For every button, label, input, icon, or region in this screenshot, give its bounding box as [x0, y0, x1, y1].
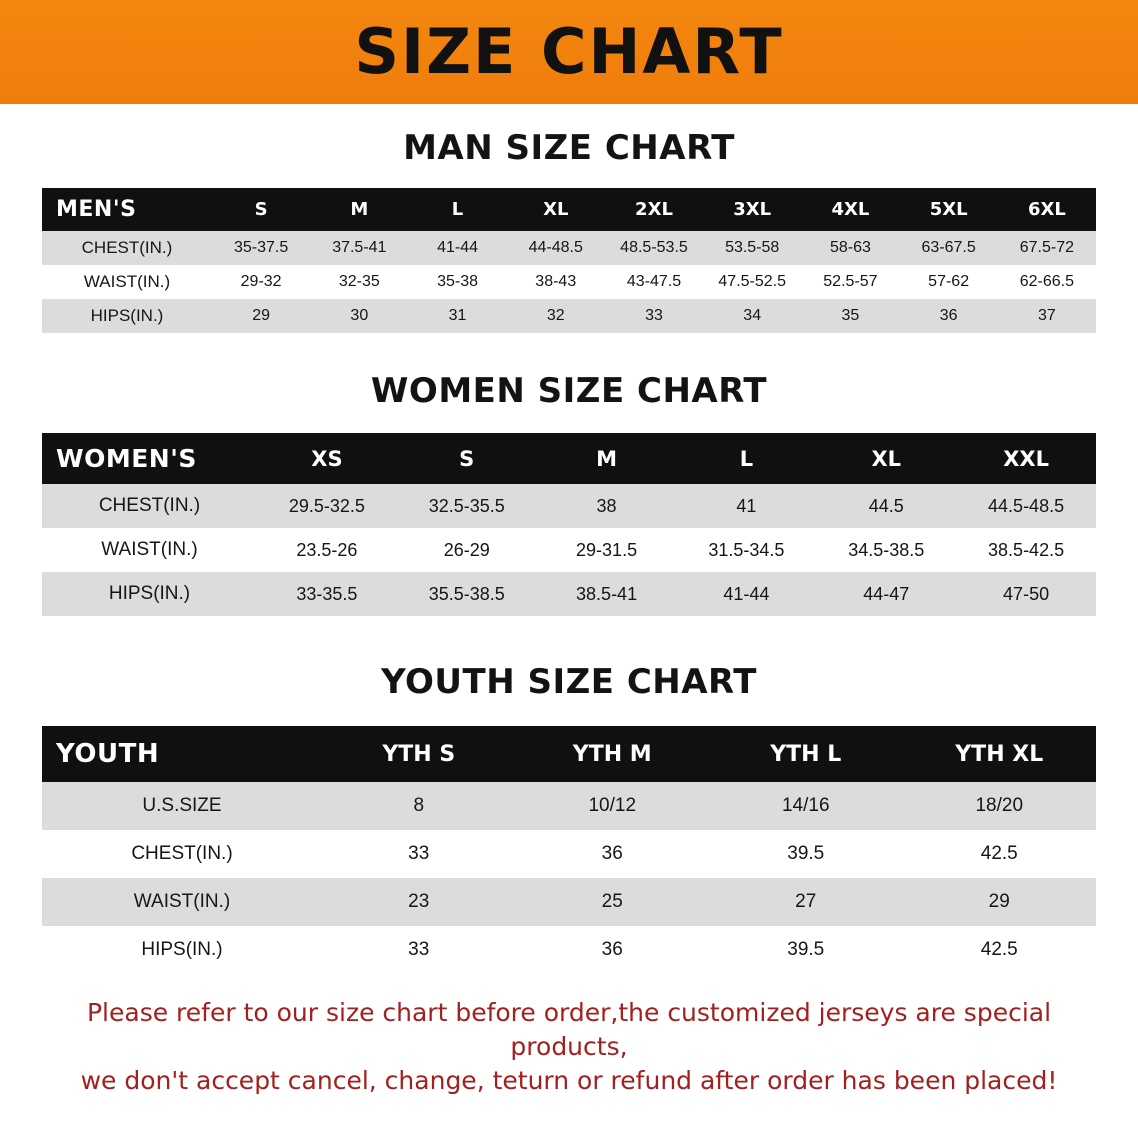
table-cell: 53.5-58	[703, 231, 801, 265]
table-cell: 32	[507, 299, 605, 333]
column-header: S	[397, 433, 537, 484]
table-cell: 32.5-35.5	[397, 484, 537, 528]
table-cell: 8	[322, 782, 516, 830]
table-cell: 37	[998, 299, 1096, 333]
table-cell: 47-50	[956, 572, 1096, 616]
table-header-row	[42, 433, 1096, 484]
column-header: 4XL	[801, 188, 899, 231]
table-cell: 29	[903, 878, 1097, 926]
table-cell: 33	[322, 830, 516, 878]
row-header: U.S.SIZE	[42, 782, 322, 830]
table-cell: 23.5-26	[257, 528, 397, 572]
table-cell: 63-67.5	[900, 231, 998, 265]
table-cell: 36	[516, 830, 710, 878]
table-cell: 47.5-52.5	[703, 265, 801, 299]
youth-size-table	[42, 726, 1096, 974]
table-cell: 34.5-38.5	[816, 528, 956, 572]
table-cell: 62-66.5	[998, 265, 1096, 299]
table-cell: 44-48.5	[507, 231, 605, 265]
table-cell: 44.5-48.5	[956, 484, 1096, 528]
table-row	[42, 878, 1096, 926]
table-cell: 39.5	[709, 926, 903, 974]
table-cell: 34	[703, 299, 801, 333]
disclaimer-line-2: we don't accept cancel, change, teturn or refund after order has been placed!	[80, 1065, 1058, 1095]
table-cell: 31	[408, 299, 506, 333]
table-cell: 37.5-41	[310, 231, 408, 265]
column-header: S	[212, 188, 310, 231]
column-header: WOMEN'S	[42, 433, 257, 484]
table-cell: 67.5-72	[998, 231, 1096, 265]
table-cell: 57-62	[900, 265, 998, 299]
table-row	[42, 572, 1096, 616]
table-cell: 29	[212, 299, 310, 333]
table-cell: 29-31.5	[537, 528, 677, 572]
table-cell: 35	[801, 299, 899, 333]
table-cell: 35-38	[408, 265, 506, 299]
table-cell: 36	[900, 299, 998, 333]
table-row	[42, 528, 1096, 572]
column-header: XL	[507, 188, 605, 231]
column-header: 2XL	[605, 188, 703, 231]
table-cell: 41-44	[408, 231, 506, 265]
table-row	[42, 926, 1096, 974]
column-header: 5XL	[900, 188, 998, 231]
table-cell: 33	[605, 299, 703, 333]
table-cell: 31.5-34.5	[676, 528, 816, 572]
table-cell: 29-32	[212, 265, 310, 299]
row-header: WAIST(IN.)	[42, 878, 322, 926]
table-cell: 44.5	[816, 484, 956, 528]
women-size-table-wrapper	[42, 433, 1096, 616]
column-header: M	[537, 433, 677, 484]
table-cell: 38.5-41	[537, 572, 677, 616]
table-cell: 23	[322, 878, 516, 926]
youth-size-table-wrapper	[42, 726, 1096, 974]
table-cell: 38	[537, 484, 677, 528]
table-cell: 30	[310, 299, 408, 333]
row-header: HIPS(IN.)	[42, 572, 257, 616]
man-section-heading: MAN SIZE CHART	[403, 128, 735, 168]
table-cell: 44-47	[816, 572, 956, 616]
column-header: MEN'S	[42, 188, 212, 231]
table-header-row	[42, 188, 1096, 231]
column-header: YTH XL	[903, 726, 1097, 782]
table-cell: 42.5	[903, 830, 1097, 878]
table-cell: 10/12	[516, 782, 710, 830]
row-header: CHEST(IN.)	[42, 830, 322, 878]
table-cell: 18/20	[903, 782, 1097, 830]
table-cell: 41-44	[676, 572, 816, 616]
table-row	[42, 299, 1096, 333]
page-title: SIZE CHART	[354, 15, 784, 88]
table-cell: 38.5-42.5	[956, 528, 1096, 572]
table-row	[42, 265, 1096, 299]
table-cell: 33-35.5	[257, 572, 397, 616]
table-cell: 14/16	[709, 782, 903, 830]
table-cell: 26-29	[397, 528, 537, 572]
row-header: CHEST(IN.)	[42, 231, 212, 265]
column-header: YTH L	[709, 726, 903, 782]
table-cell: 25	[516, 878, 710, 926]
column-header: M	[310, 188, 408, 231]
disclaimer-line-1: Please refer to our size chart before order,the customized jerseys are special products,	[86, 998, 1052, 1061]
table-row	[42, 782, 1096, 830]
table-cell: 41	[676, 484, 816, 528]
column-header: YTH S	[322, 726, 516, 782]
banner	[0, 0, 1138, 104]
table-cell: 36	[516, 926, 710, 974]
column-header: L	[676, 433, 816, 484]
women-section-heading: WOMEN SIZE CHART	[370, 371, 768, 411]
table-cell: 39.5	[709, 830, 903, 878]
table-row	[42, 830, 1096, 878]
table-cell: 33	[322, 926, 516, 974]
table-cell: 58-63	[801, 231, 899, 265]
row-header: CHEST(IN.)	[42, 484, 257, 528]
women-size-table	[42, 433, 1096, 616]
table-row	[42, 484, 1096, 528]
man-size-table	[42, 188, 1096, 333]
youth-section-heading: YOUTH SIZE CHART	[381, 662, 757, 702]
disclaimer-note	[42, 996, 1096, 1097]
row-header: WAIST(IN.)	[42, 265, 212, 299]
table-cell: 32-35	[310, 265, 408, 299]
column-header: 6XL	[998, 188, 1096, 231]
table-row	[42, 231, 1096, 265]
column-header: YTH M	[516, 726, 710, 782]
table-cell: 52.5-57	[801, 265, 899, 299]
man-size-table-wrapper	[42, 188, 1096, 333]
table-cell: 35.5-38.5	[397, 572, 537, 616]
column-header: YOUTH	[42, 726, 322, 782]
row-header: HIPS(IN.)	[42, 926, 322, 974]
row-header: WAIST(IN.)	[42, 528, 257, 572]
column-header: XS	[257, 433, 397, 484]
row-header: HIPS(IN.)	[42, 299, 212, 333]
column-header: 3XL	[703, 188, 801, 231]
column-header: XXL	[956, 433, 1096, 484]
table-cell: 27	[709, 878, 903, 926]
table-cell: 43-47.5	[605, 265, 703, 299]
table-cell: 38-43	[507, 265, 605, 299]
table-cell: 42.5	[903, 926, 1097, 974]
table-cell: 29.5-32.5	[257, 484, 397, 528]
table-header-row	[42, 726, 1096, 782]
table-cell: 35-37.5	[212, 231, 310, 265]
table-cell: 48.5-53.5	[605, 231, 703, 265]
column-header: L	[408, 188, 506, 231]
column-header: XL	[816, 433, 956, 484]
